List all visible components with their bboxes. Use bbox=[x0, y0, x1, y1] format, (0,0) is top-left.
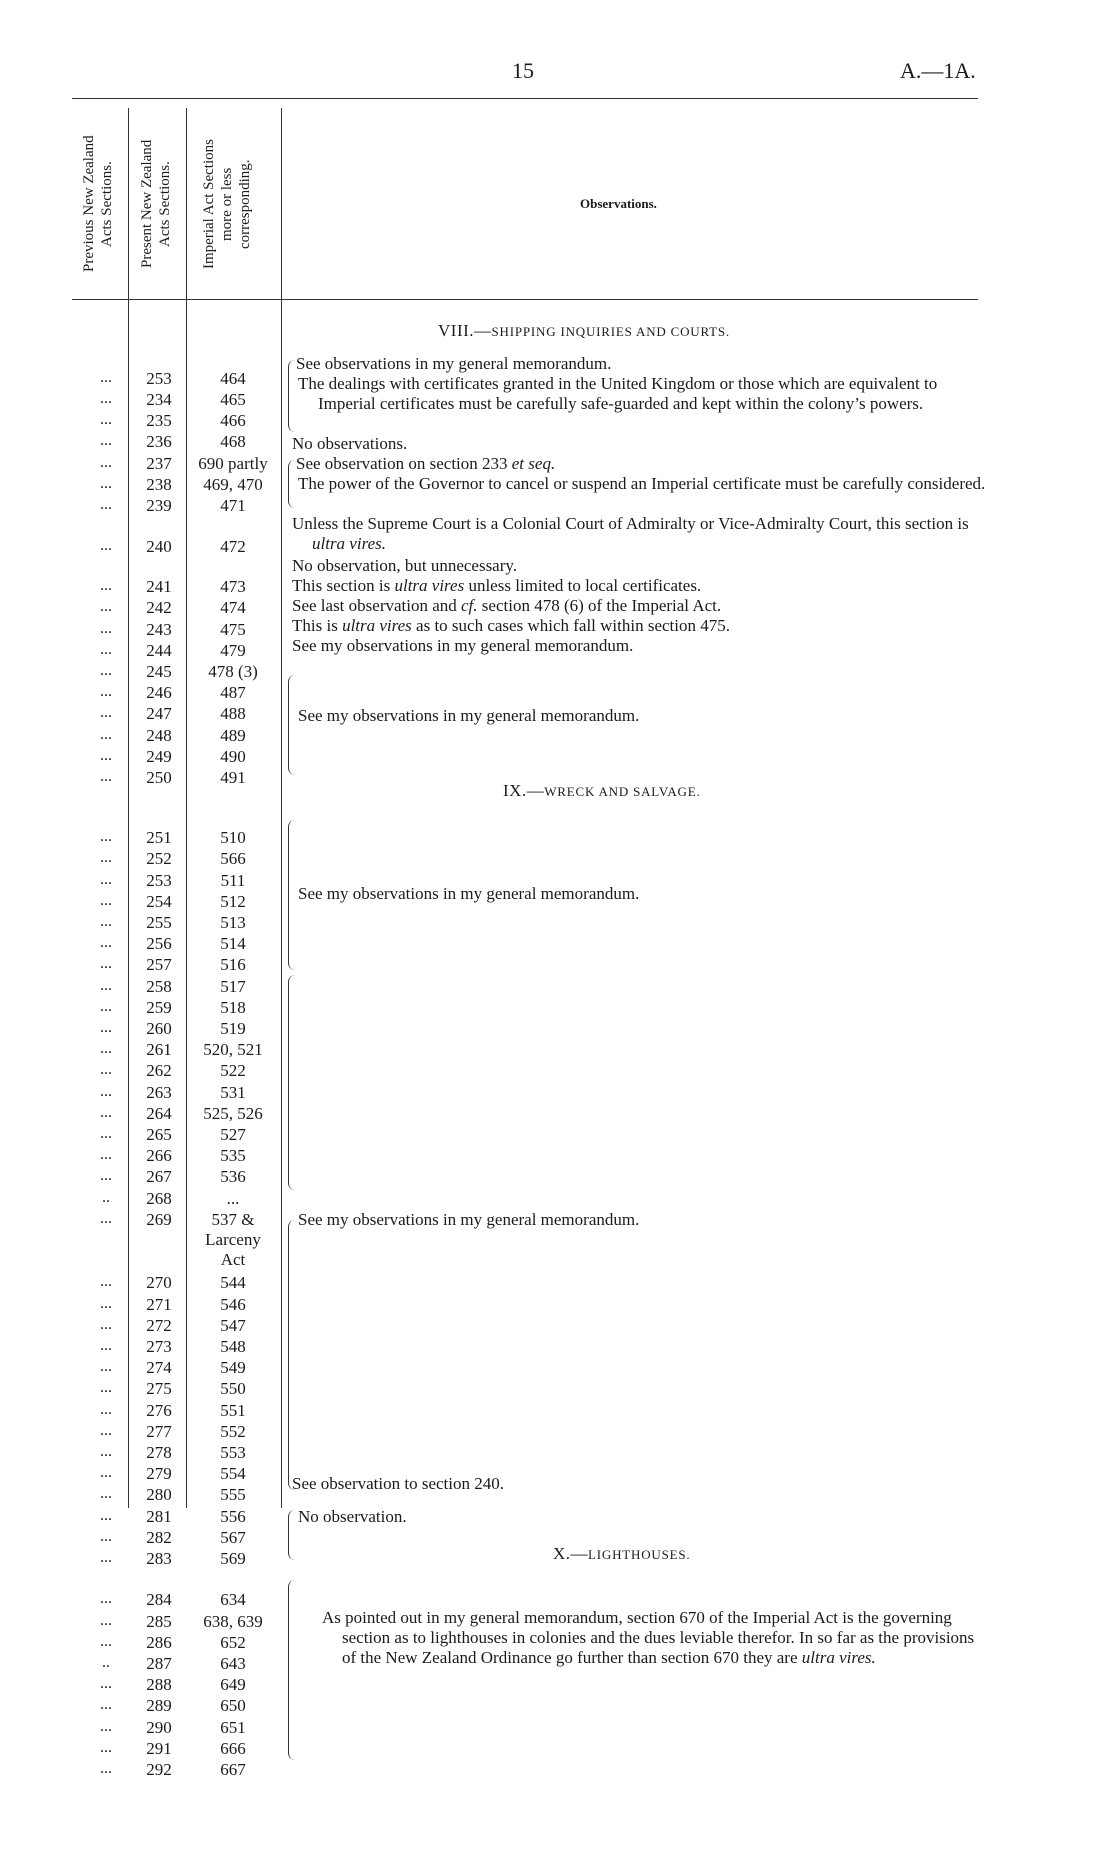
imperial-section-cell: 643 bbox=[220, 1654, 246, 1673]
present-section-cell: 285 bbox=[146, 1612, 172, 1631]
previous-section-cell: ... bbox=[100, 704, 112, 721]
previous-section-cell: ... bbox=[100, 1718, 112, 1735]
imperial-section-cell: 549 bbox=[220, 1358, 246, 1377]
previous-section-cell: ... bbox=[100, 496, 112, 513]
previous-section-cell: ... bbox=[100, 1422, 112, 1439]
header-previous-sections: Previous New Zealand Acts Sections. bbox=[81, 135, 115, 273]
imperial-section-cell: 522 bbox=[220, 1061, 246, 1080]
imperial-section-cell: 666 bbox=[220, 1739, 246, 1758]
present-section-cell: 286 bbox=[146, 1633, 172, 1652]
imperial-section-cell: 531 bbox=[220, 1083, 246, 1102]
previous-section-cell: ... bbox=[100, 892, 112, 909]
previous-section-cell: ... bbox=[100, 598, 112, 615]
observation-text: See observation on section 233 bbox=[296, 454, 512, 473]
previous-section-cell: ... bbox=[100, 1125, 112, 1142]
previous-section-cell: ... bbox=[100, 620, 112, 637]
observation-text: Unless the Supreme Court is a Colonial Court of Admiralty or Vice-Admiralty Court, this section is bbox=[292, 514, 969, 533]
previous-section-cell: ... bbox=[100, 1104, 112, 1121]
imperial-section-cell: 510 bbox=[220, 828, 246, 847]
present-section-cell: 269 bbox=[146, 1210, 172, 1229]
imperial-section-cell: 634 bbox=[220, 1590, 246, 1609]
previous-section-cell: ... bbox=[100, 1696, 112, 1713]
present-section-cell: 279 bbox=[146, 1464, 172, 1483]
section-heading-ix bbox=[503, 781, 701, 801]
present-section-cell: 254 bbox=[146, 892, 172, 911]
column-divider-1 bbox=[128, 108, 129, 1508]
present-section-cell: 240 bbox=[146, 537, 172, 556]
previous-section-cell: ... bbox=[100, 1443, 112, 1460]
present-section-cell: 280 bbox=[146, 1485, 172, 1504]
imperial-section-cell: 552 bbox=[220, 1422, 246, 1441]
observation: No observations. bbox=[292, 434, 408, 453]
observation-text: This section is bbox=[292, 576, 395, 595]
imperial-section-cell: ... bbox=[226, 1189, 240, 1208]
imperial-section-cell: 555 bbox=[220, 1485, 246, 1504]
previous-section-cell: ... bbox=[100, 1167, 112, 1184]
previous-section-cell: ... bbox=[100, 998, 112, 1015]
present-section-cell: 266 bbox=[146, 1146, 172, 1165]
present-section-cell: 257 bbox=[146, 955, 172, 974]
previous-section-cell: .. bbox=[102, 1189, 110, 1206]
observation-italic: cf. bbox=[461, 596, 478, 615]
observation bbox=[292, 596, 721, 616]
brace bbox=[288, 460, 295, 508]
previous-section-cell: ... bbox=[100, 1760, 112, 1777]
observation: See my observations in my general memorandum. bbox=[298, 1210, 640, 1229]
observation bbox=[296, 454, 555, 474]
observation bbox=[292, 576, 701, 596]
imperial-section-cell: 478 (3) bbox=[208, 662, 258, 681]
present-section-cell: 262 bbox=[146, 1061, 172, 1080]
present-section-cell: 235 bbox=[146, 411, 172, 430]
imperial-section-cell: 652 bbox=[220, 1633, 246, 1652]
imperial-section-cell: 519 bbox=[220, 1019, 246, 1038]
present-section-cell: 246 bbox=[146, 683, 172, 702]
present-section-cell: 277 bbox=[146, 1422, 172, 1441]
previous-section-cell: ... bbox=[100, 411, 112, 428]
previous-section-cell: ... bbox=[100, 955, 112, 972]
imperial-section-cell: 650 bbox=[220, 1696, 246, 1715]
previous-section-cell: ... bbox=[100, 1337, 112, 1354]
present-section-cell: 288 bbox=[146, 1675, 172, 1694]
previous-section-cell: ... bbox=[100, 1739, 112, 1756]
imperial-section-cell: 490 bbox=[220, 747, 246, 766]
observation: See my observations in my general memorandum. bbox=[298, 706, 640, 725]
section-heading-viii bbox=[438, 321, 730, 341]
imperial-section-cell: 468 bbox=[220, 432, 246, 451]
imperial-section-cell: 512 bbox=[220, 892, 246, 911]
present-section-cell: 273 bbox=[146, 1337, 172, 1356]
observation-italic: ultra vires. bbox=[312, 534, 386, 553]
present-section-cell: 268 bbox=[146, 1189, 172, 1208]
imperial-section-cell: 473 bbox=[220, 577, 246, 596]
previous-section-cell: ... bbox=[100, 934, 112, 951]
imperial-section-cell: 479 bbox=[220, 641, 246, 660]
previous-section-cell: ... bbox=[100, 1316, 112, 1333]
observation: The power of the Governor to cancel or suspend an Imperial certificate must be carefully considered. bbox=[298, 474, 986, 493]
imperial-section-cell: 667 bbox=[220, 1760, 246, 1779]
section-title: SHIPPING INQUIRIES AND COURTS. bbox=[491, 324, 730, 339]
previous-section-cell: ... bbox=[100, 1507, 112, 1524]
present-section-cell: 242 bbox=[146, 598, 172, 617]
imperial-section-cell: 566 bbox=[220, 849, 246, 868]
previous-section-cell: ... bbox=[100, 390, 112, 407]
present-section-cell: 281 bbox=[146, 1507, 172, 1526]
section-roman: IX.— bbox=[503, 781, 545, 800]
present-section-cell: 282 bbox=[146, 1528, 172, 1547]
observation-italic: ultra vires bbox=[394, 576, 465, 595]
brace bbox=[288, 360, 295, 432]
present-section-cell: 290 bbox=[146, 1718, 172, 1737]
previous-section-cell: ... bbox=[100, 1464, 112, 1481]
imperial-section-cell: 546 bbox=[220, 1295, 246, 1314]
previous-section-cell: ... bbox=[100, 537, 112, 554]
present-section-cell: 274 bbox=[146, 1358, 172, 1377]
imperial-section-cell: 471 bbox=[220, 496, 246, 515]
brace bbox=[288, 675, 295, 775]
observation: No observation, but unnecessary. bbox=[292, 556, 518, 575]
previous-section-cell: ... bbox=[100, 475, 112, 492]
present-section-cell: 253 bbox=[146, 369, 172, 388]
header-imperial-sections: Imperial Act Sections more or less corresponding. bbox=[201, 139, 253, 269]
observation-text: as to such cases which fall within section 475. bbox=[411, 616, 731, 635]
imperial-section-cell: 649 bbox=[220, 1675, 246, 1694]
imperial-section-cell: 464 bbox=[220, 369, 246, 388]
imperial-section-cell: 535 bbox=[220, 1146, 246, 1165]
previous-section-cell: ... bbox=[100, 1295, 112, 1312]
previous-section-cell: ... bbox=[100, 726, 112, 743]
brace bbox=[288, 1510, 295, 1560]
previous-section-cell: ... bbox=[100, 1675, 112, 1692]
previous-section-cell: ... bbox=[100, 1040, 112, 1057]
previous-section-cell: ... bbox=[100, 849, 112, 866]
imperial-section-cell: 537 & Larceny Act bbox=[205, 1210, 261, 1269]
present-section-cell: 260 bbox=[146, 1019, 172, 1038]
present-section-cell: 291 bbox=[146, 1739, 172, 1758]
brace bbox=[288, 1220, 295, 1490]
previous-section-cell: ... bbox=[100, 432, 112, 449]
previous-section-cell: ... bbox=[100, 1273, 112, 1290]
observation-text: This is bbox=[292, 616, 343, 635]
previous-section-cell: ... bbox=[100, 1549, 112, 1566]
previous-section-cell: ... bbox=[100, 683, 112, 700]
previous-section-cell: ... bbox=[100, 1379, 112, 1396]
previous-section-cell: ... bbox=[100, 454, 112, 471]
imperial-section-cell: 516 bbox=[220, 955, 246, 974]
observation: No observation. bbox=[298, 1507, 407, 1526]
previous-section-cell: ... bbox=[100, 662, 112, 679]
present-section-cell: 283 bbox=[146, 1549, 172, 1568]
previous-section-cell: ... bbox=[100, 1061, 112, 1078]
imperial-section-cell: 466 bbox=[220, 411, 246, 430]
present-section-cell: 272 bbox=[146, 1316, 172, 1335]
present-section-cell: 239 bbox=[146, 496, 172, 515]
imperial-section-cell: 554 bbox=[220, 1464, 246, 1483]
imperial-section-cell: 544 bbox=[220, 1273, 246, 1292]
imperial-section-cell: 536 bbox=[220, 1167, 246, 1186]
present-section-cell: 244 bbox=[146, 641, 172, 660]
brace bbox=[288, 975, 295, 1190]
previous-section-cell: ... bbox=[100, 1485, 112, 1502]
observation-text: As pointed out in my general memorandum, section 670 of the Imperial Act is the governing section as to lighthouses in colonies and the dues leviable therefor. In so far as the provisions of the New Zealand Ordinance go further than section 670 they are bbox=[322, 1608, 975, 1667]
previous-section-cell: ... bbox=[100, 1083, 112, 1100]
section-title: LIGHTHOUSES. bbox=[588, 1547, 691, 1562]
page-number: 15 bbox=[512, 58, 534, 83]
section-heading-x bbox=[553, 1544, 690, 1564]
previous-section-cell: ... bbox=[100, 871, 112, 888]
imperial-section-cell: 548 bbox=[220, 1337, 246, 1356]
present-section-cell: 258 bbox=[146, 977, 172, 996]
present-section-cell: 238 bbox=[146, 475, 172, 494]
observation bbox=[322, 1608, 992, 1668]
imperial-section-cell: 638, 639 bbox=[203, 1612, 263, 1631]
present-section-cell: 265 bbox=[146, 1125, 172, 1144]
present-section-cell: 284 bbox=[146, 1590, 172, 1609]
present-section-cell: 292 bbox=[146, 1760, 172, 1779]
present-section-cell: 263 bbox=[146, 1083, 172, 1102]
present-section-cell: 275 bbox=[146, 1379, 172, 1398]
previous-section-cell: ... bbox=[100, 828, 112, 845]
imperial-section-cell: 569 bbox=[220, 1549, 246, 1568]
present-section-cell: 261 bbox=[146, 1040, 172, 1059]
header-present-sections: Present New Zealand Acts Sections. bbox=[139, 139, 173, 269]
document-reference: A.—1A. bbox=[900, 58, 976, 83]
imperial-section-cell: 518 bbox=[220, 998, 246, 1017]
imperial-section-cell: 553 bbox=[220, 1443, 246, 1462]
table-top-rule bbox=[72, 98, 978, 99]
present-section-cell: 287 bbox=[146, 1654, 172, 1673]
observation-text: section 478 (6) of the Imperial Act. bbox=[477, 596, 722, 615]
present-section-cell: 278 bbox=[146, 1443, 172, 1462]
imperial-section-cell: 491 bbox=[220, 768, 246, 787]
previous-section-cell: ... bbox=[100, 1210, 112, 1227]
present-section-cell: 249 bbox=[146, 747, 172, 766]
table-header-rule bbox=[72, 299, 978, 300]
imperial-section-cell: 469, 470 bbox=[203, 475, 263, 494]
brace bbox=[288, 1580, 295, 1760]
present-section-cell: 289 bbox=[146, 1696, 172, 1715]
imperial-section-cell: 511 bbox=[220, 871, 246, 890]
observation-italic: et seq. bbox=[511, 454, 556, 473]
present-section-cell: 245 bbox=[146, 662, 172, 681]
previous-section-cell: ... bbox=[100, 747, 112, 764]
present-section-cell: 243 bbox=[146, 620, 172, 639]
imperial-section-cell: 474 bbox=[220, 598, 246, 617]
previous-section-cell: ... bbox=[100, 1590, 112, 1607]
present-section-cell: 251 bbox=[146, 828, 172, 847]
section-roman: VIII.— bbox=[438, 321, 492, 340]
present-section-cell: 276 bbox=[146, 1401, 172, 1420]
imperial-section-cell: 550 bbox=[220, 1379, 246, 1398]
previous-section-cell: ... bbox=[100, 1358, 112, 1375]
present-section-cell: 247 bbox=[146, 704, 172, 723]
observation: The dealings with certificates granted in the United Kingdom or those which are equivalent to Imperial certificates must be carefully safe-guarded and kept within the colony’s powers. bbox=[298, 374, 938, 413]
present-section-cell: 264 bbox=[146, 1104, 172, 1123]
previous-section-cell: ... bbox=[100, 977, 112, 994]
observation: See observations in my general memorandum. bbox=[296, 354, 612, 373]
imperial-section-cell: 556 bbox=[220, 1507, 246, 1526]
section-title: WRECK AND SALVAGE. bbox=[544, 784, 701, 799]
observation bbox=[292, 514, 998, 554]
imperial-section-cell: 567 bbox=[220, 1528, 246, 1547]
present-section-cell: 253 bbox=[146, 871, 172, 890]
present-section-cell: 256 bbox=[146, 934, 172, 953]
imperial-section-cell: 487 bbox=[220, 683, 246, 702]
present-section-cell: 259 bbox=[146, 998, 172, 1017]
observation: See observation to section 240. bbox=[292, 1474, 504, 1493]
previous-section-cell: ... bbox=[100, 1401, 112, 1418]
imperial-section-cell: 651 bbox=[220, 1718, 246, 1737]
present-section-cell: 270 bbox=[146, 1273, 172, 1292]
present-section-cell: 271 bbox=[146, 1295, 172, 1314]
imperial-section-cell: 489 bbox=[220, 726, 246, 745]
present-section-cell: 236 bbox=[146, 432, 172, 451]
previous-section-cell: ... bbox=[100, 1612, 112, 1629]
imperial-section-cell: 514 bbox=[220, 934, 246, 953]
brace bbox=[288, 820, 295, 970]
previous-section-cell: ... bbox=[100, 1019, 112, 1036]
imperial-section-cell: 488 bbox=[220, 704, 246, 723]
present-section-cell: 255 bbox=[146, 913, 172, 932]
imperial-section-cell: 465 bbox=[220, 390, 246, 409]
imperial-section-cell: 520, 521 bbox=[203, 1040, 263, 1059]
imperial-section-cell: 475 bbox=[220, 620, 246, 639]
previous-section-cell: ... bbox=[100, 641, 112, 658]
present-section-cell: 250 bbox=[146, 768, 172, 787]
previous-section-cell: ... bbox=[100, 577, 112, 594]
present-section-cell: 248 bbox=[146, 726, 172, 745]
observation: See my observations in my general memorandum. bbox=[298, 884, 640, 903]
imperial-section-cell: 690 partly bbox=[198, 454, 268, 473]
imperial-section-cell: 517 bbox=[220, 977, 246, 996]
observation-text: See last observation and bbox=[292, 596, 462, 615]
present-section-cell: 241 bbox=[146, 577, 172, 596]
present-section-cell: 267 bbox=[146, 1167, 172, 1186]
observation: See my observations in my general memorandum. bbox=[292, 636, 634, 655]
imperial-section-cell: 551 bbox=[220, 1401, 246, 1420]
imperial-section-cell: 513 bbox=[220, 913, 246, 932]
section-roman: X.— bbox=[553, 1544, 589, 1563]
header-observations: Observations. bbox=[580, 196, 657, 211]
present-section-cell: 237 bbox=[146, 454, 172, 473]
present-section-cell: 252 bbox=[146, 849, 172, 868]
previous-section-cell: .. bbox=[102, 1654, 110, 1671]
observation-text: unless limited to local certificates. bbox=[464, 576, 702, 595]
observation bbox=[292, 616, 730, 636]
imperial-section-cell: 547 bbox=[220, 1316, 246, 1335]
imperial-section-cell: 472 bbox=[220, 537, 246, 556]
previous-section-cell: ... bbox=[100, 1146, 112, 1163]
previous-section-cell: ... bbox=[100, 369, 112, 386]
previous-section-cell: ... bbox=[100, 1633, 112, 1650]
present-section-cell: 234 bbox=[146, 390, 172, 409]
observation-italic: ultra vires bbox=[342, 616, 412, 635]
previous-section-cell: ... bbox=[100, 913, 112, 930]
imperial-section-cell: 527 bbox=[220, 1125, 246, 1144]
previous-section-cell: ... bbox=[100, 1528, 112, 1545]
column-divider-3 bbox=[281, 108, 282, 1508]
imperial-section-cell: 525, 526 bbox=[203, 1104, 263, 1123]
previous-section-cell: ... bbox=[100, 768, 112, 785]
observation-italic: ultra vires. bbox=[801, 1648, 876, 1667]
